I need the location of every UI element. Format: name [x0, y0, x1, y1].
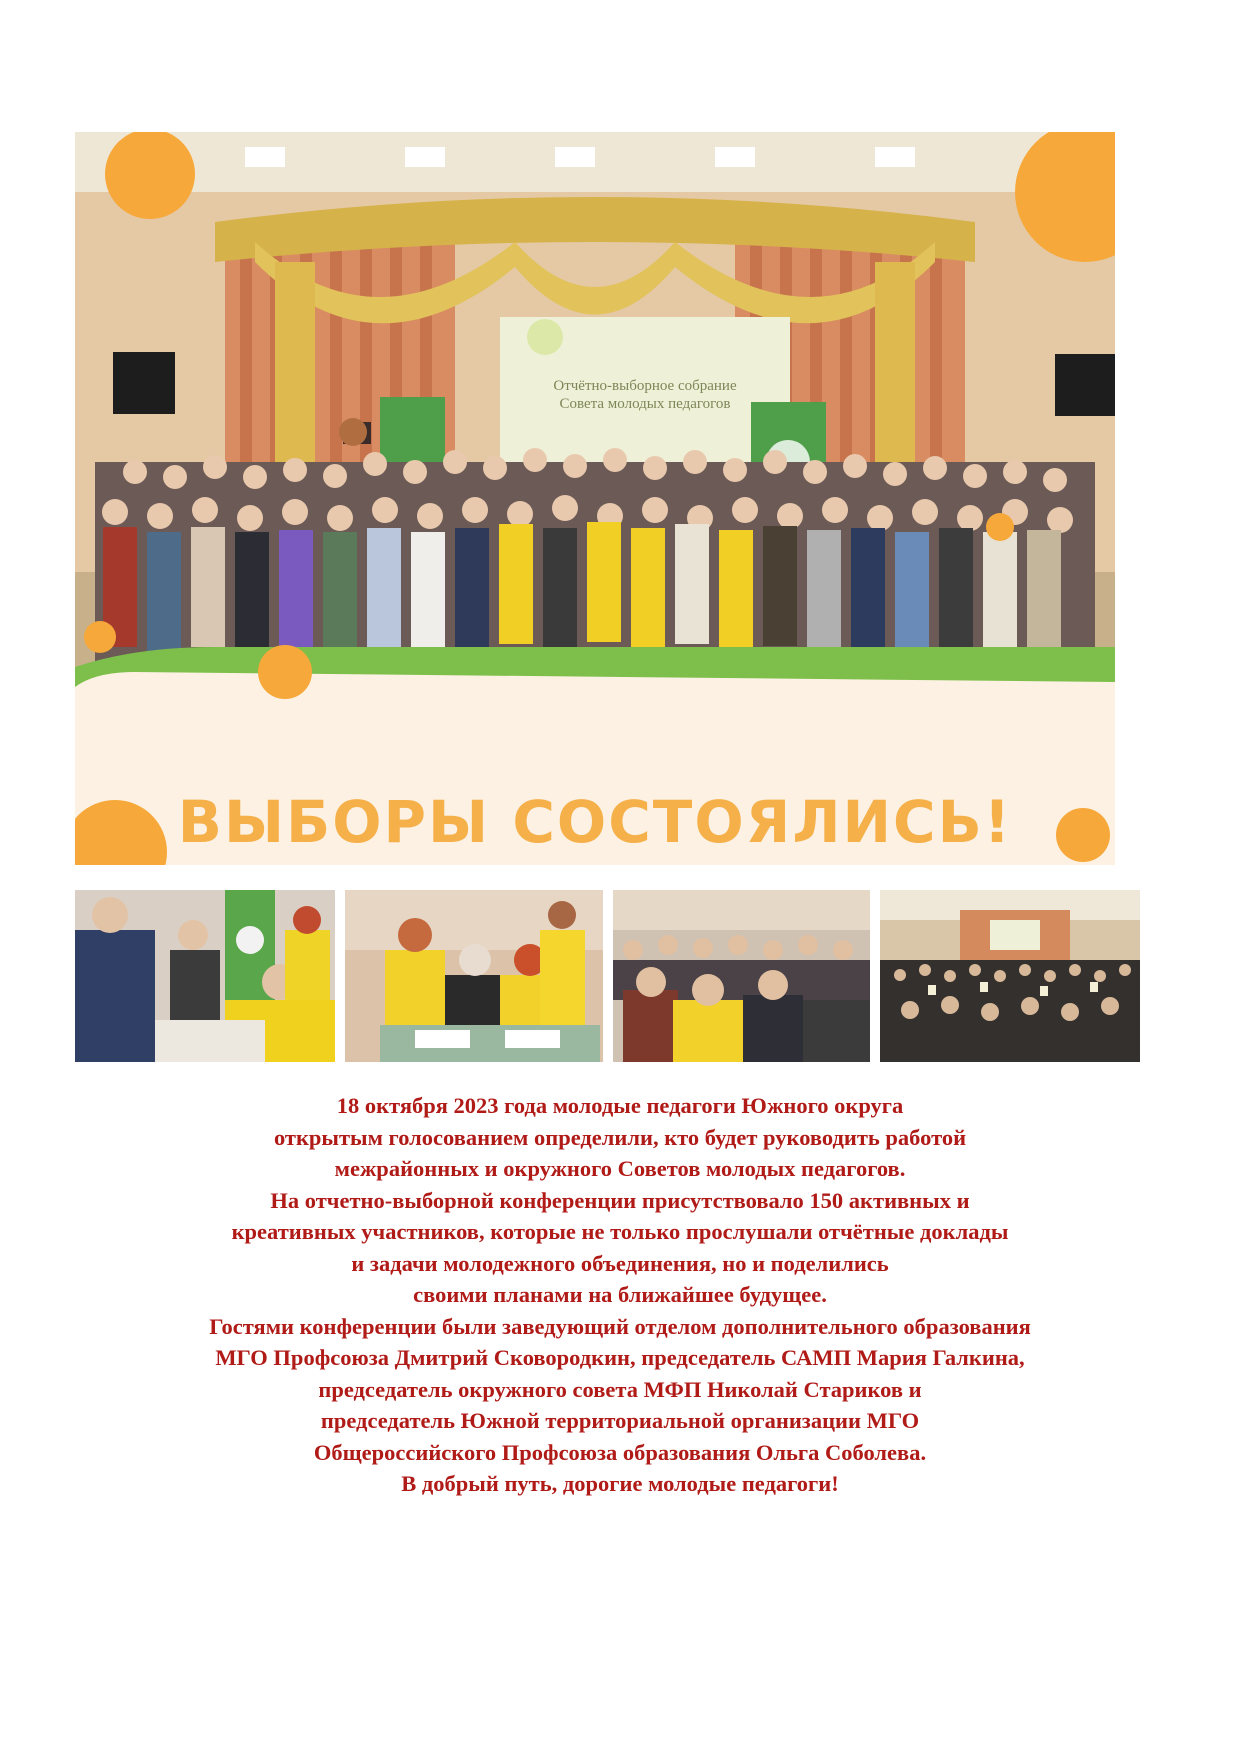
- article-line: Общероссийского Профсоюза образования Ольга Соболева.: [313, 1439, 927, 1465]
- article-line: председатель Южной территориальной организации МГО: [320, 1408, 920, 1433]
- article-line: председатель окружного совета МФП Николай Стариков и: [318, 1376, 922, 1402]
- hall-voting-photo: [880, 890, 1140, 1062]
- article-line: своими планами на ближайшее будущее.: [413, 1282, 827, 1307]
- screen-line-2: Совета молодых педагогов: [559, 396, 731, 412]
- article-line: На отчетно-выборной конференции присутствовало 150 активных и: [270, 1187, 970, 1213]
- article-line: креативных участников, которые не только прослушали отчётные доклады: [231, 1219, 1009, 1244]
- article-line: В добрый путь, дорогие молодые педагоги!: [401, 1471, 839, 1496]
- hero-banner: [75, 132, 1115, 865]
- screen-line-1: Отчётно-выборное собрание: [553, 378, 737, 394]
- article-line: Гостями конференции были заведующий отделом дополнительного образования: [209, 1313, 1031, 1339]
- audience-photo: [613, 890, 870, 1062]
- article-line: межрайонных и окружного Советов молодых педагогов.: [334, 1156, 906, 1181]
- headline-text: ВЫБОРЫ СОСТОЯЛИСЬ!: [177, 788, 1013, 856]
- hall-group-photo: [75, 132, 1115, 865]
- projection-screen-text: [515, 377, 775, 413]
- presidium-photo: [345, 890, 603, 1062]
- article-line: МГО Профсоюза Дмитрий Сковородкин, председатель САМП Мария Галкина,: [215, 1345, 1025, 1370]
- article-text: [40, 1090, 1200, 1500]
- registration-photo: [75, 890, 335, 1062]
- article-line: открытым голосованием определили, кто будет руководить работой: [273, 1124, 967, 1150]
- article-line: и задачи молодежного объединения, но и поделились: [351, 1250, 889, 1276]
- banner-headline: [75, 788, 1115, 865]
- article-line: 18 октября 2023 года молодые педагоги Южного округа: [336, 1093, 904, 1118]
